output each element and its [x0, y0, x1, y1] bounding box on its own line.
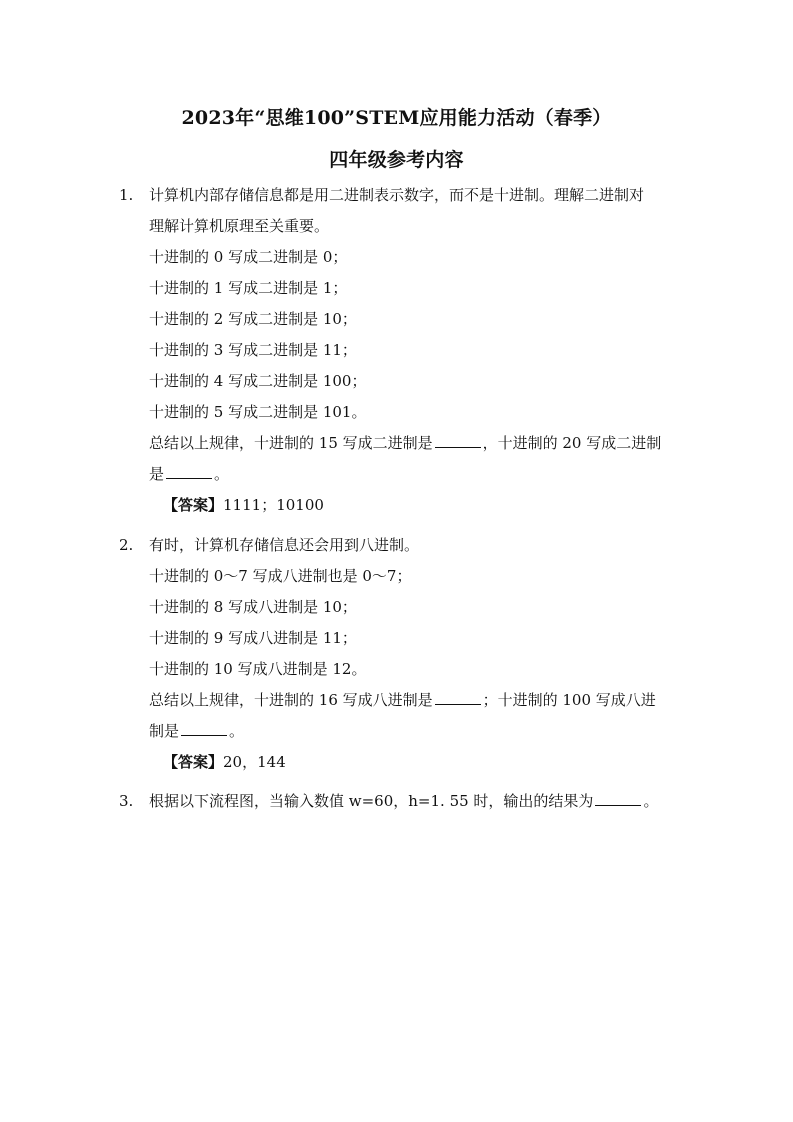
answer-blank [435, 433, 481, 448]
question-3 [119, 786, 679, 817]
answer-blank [435, 690, 481, 705]
prompt-text: ；十进制的 100 写成八进 [482, 691, 656, 709]
question-2 [119, 530, 679, 778]
rule-line: 十进制的 4 写成二进制是 100； [149, 372, 367, 390]
question-1 [119, 180, 679, 521]
prompt-text: 总结以上规律，十进制的 15 写成二进制是 [149, 434, 433, 452]
prompt-text: ，十进制的 20 写成二进制 [482, 434, 662, 452]
question-number: 1. [119, 186, 134, 204]
question-prompt [149, 459, 679, 490]
answer-blank [181, 721, 227, 736]
rule-line: 十进制的 9 写成八进制是 11； [149, 629, 357, 647]
rule-line: 十进制的 1 写成二进制是 1； [149, 279, 348, 297]
answer-text: 20，144 [223, 753, 286, 771]
question-text: 计算机内部存储信息都是用二进制表示数字，而不是十进制。理解二进制对 [149, 186, 645, 204]
question-number: 3. [119, 792, 134, 810]
question-body [149, 530, 679, 778]
answer-tag: 【答案】 [163, 753, 224, 771]
question-body [149, 786, 679, 817]
question-prompt [149, 786, 679, 817]
answer-text: 1111；10100 [223, 496, 324, 514]
question-prompt [149, 716, 679, 747]
prompt-text: 根据以下流程图，当输入数值 w=60，h=1. 55 时，输出的结果为 [149, 792, 594, 810]
rule-line: 十进制的 5 写成二进制是 101。 [149, 403, 367, 421]
answer-tag: 【答案】 [163, 496, 224, 514]
question-number: 2. [119, 536, 134, 554]
answer-blank [166, 464, 212, 479]
rule-line: 十进制的 2 写成二进制是 10； [149, 310, 357, 328]
prompt-text: 总结以上规律，十进制的 16 写成八进制是 [149, 691, 433, 709]
document-title: 2023年“思维100”STEM应用能力活动（春季） [181, 107, 612, 129]
question-prompt [149, 428, 679, 459]
prompt-text: 制是 [149, 722, 180, 740]
prompt-text: 。 [214, 465, 230, 483]
rule-line: 十进制的 0～7 写成八进制也是 0～7； [149, 567, 412, 585]
answer-line [163, 747, 679, 778]
question-prompt [149, 685, 679, 716]
prompt-text: 。 [229, 722, 245, 740]
answer-line [163, 490, 679, 521]
question-text: 理解计算机原理至关重要。 [149, 217, 330, 235]
rule-line: 十进制的 0 写成二进制是 0； [149, 248, 348, 266]
question-body [149, 180, 679, 521]
prompt-text: 。 [643, 792, 659, 810]
rule-line: 十进制的 3 写成二进制是 11； [149, 341, 357, 359]
document-subtitle: 四年级参考内容 [329, 149, 464, 171]
answer-blank [595, 791, 641, 806]
rule-line: 十进制的 10 写成八进制是 12。 [149, 660, 367, 678]
question-text: 有时，计算机存储信息还会用到八进制。 [149, 536, 420, 554]
rule-line: 十进制的 8 写成八进制是 10； [149, 598, 357, 616]
prompt-text: 是 [149, 465, 165, 483]
